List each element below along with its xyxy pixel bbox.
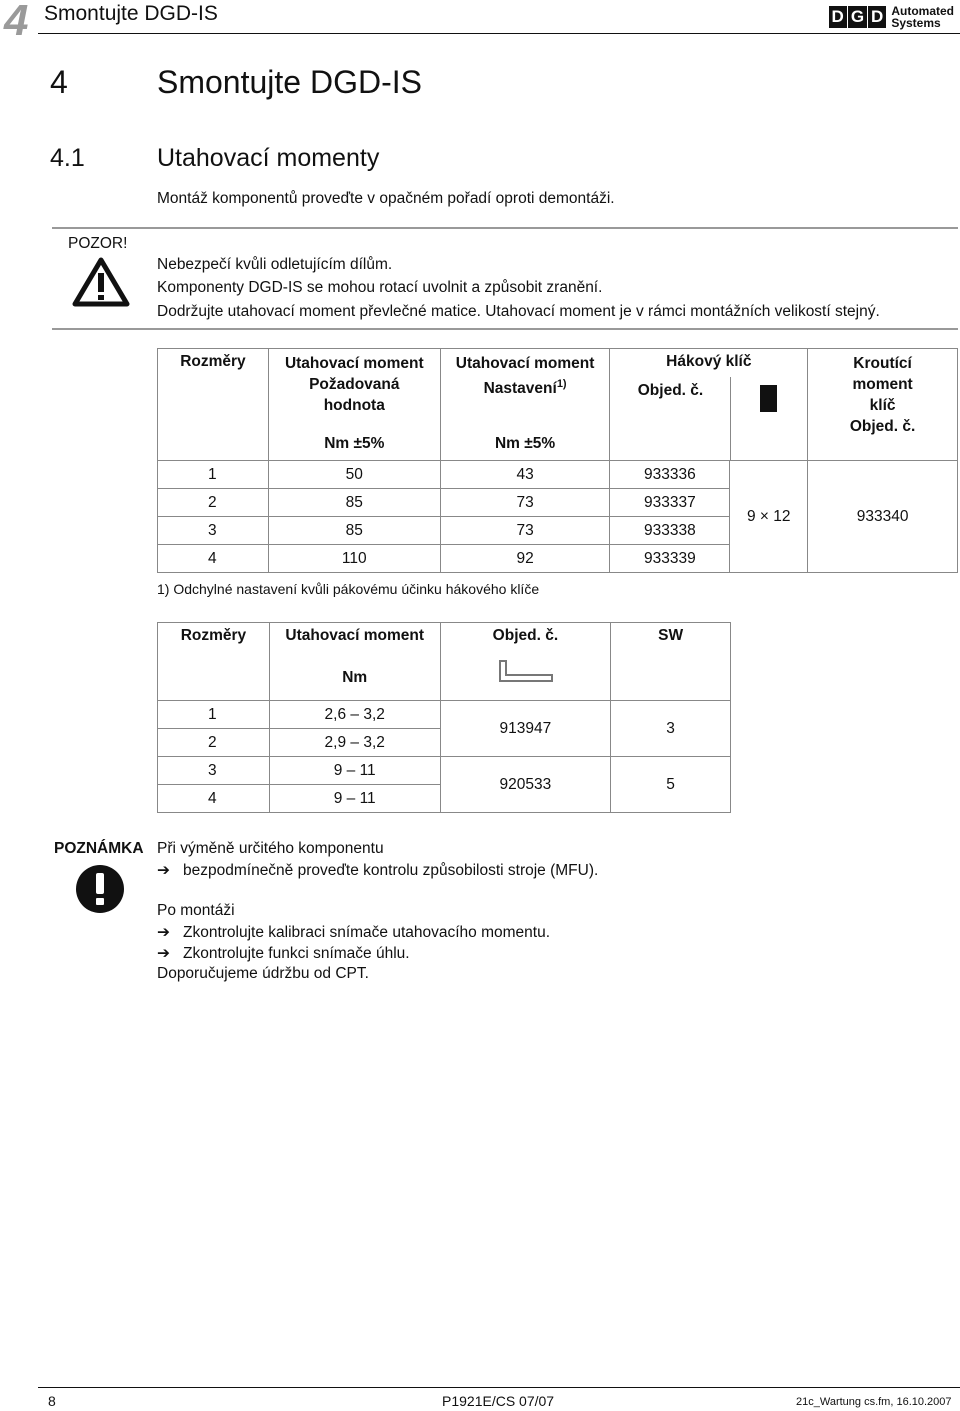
logo-letter: G [848,6,867,28]
warning-rule-top [52,227,958,229]
hex-key-icon [497,659,555,685]
warning-triangle-icon [72,257,130,307]
col-header-line: Utahovací moment [455,355,595,372]
warning-line: Dodržujte utahovací moment převlečné matice. Utahovací moment je v rámci montážních velikostí stejný. [157,303,880,320]
col-header-line: Hákový klíč [666,353,752,370]
subsection-heading [50,144,380,173]
cell-size: 4 [158,545,269,573]
table-footnote: 1) Odchylné nastavení kvůli pákovému účinku hákového klíče [157,581,540,597]
cell-torque: 9 – 11 [269,757,440,785]
note-bullet [157,923,550,942]
arrow-right-icon: ➔ [157,862,170,879]
logo-letter: D [829,6,847,28]
col-header-line: Objed. č. [492,627,559,644]
intro-text: Montáž komponentů proveďte v opačném pořadí oproti demontáži. [157,190,615,207]
logo-text-line2: Systems [891,16,941,30]
cell-required: 110 [268,545,440,573]
note-line: Po montáži [157,902,235,919]
cell-size: 3 [158,517,269,545]
screw-torque-table [157,622,731,813]
note-line: Při výměně určitého komponentu [157,840,384,857]
col-header-line: Utahovací moment [285,627,425,644]
file-info: 21c_Wartung cs.fm, 16.10.2007 [796,1396,952,1408]
col-header-sw: SW [611,623,731,701]
col-header-hook-wrench [610,349,808,461]
cell-order: 920533 [440,757,611,813]
logo-text-line1: Automated [891,4,954,18]
cell-wrench-size: 9 × 12 [730,461,808,573]
col-header-rozmery: Rozměry [158,623,270,701]
footnote-mark: 1) [556,378,567,390]
col-header-rozmery [158,349,269,461]
table-row [158,701,731,729]
col-header-order [440,623,611,701]
subsection-title: Utahovací momenty [157,144,380,172]
note-line: Doporučujeme údržbu od CPT. [157,965,369,982]
cell-required: 85 [268,489,440,517]
cell-size: 2 [158,489,269,517]
cell-torque: 9 – 11 [269,785,440,813]
arrow-right-icon: ➔ [157,924,170,941]
cell-size: 1 [158,701,270,729]
page-number: 8 [48,1393,56,1409]
col-header-line: Požadovaná [309,376,400,393]
col-header-unit: Nm [342,669,368,686]
col-header-unit: Nm ±5% [494,435,556,452]
chapter-number: 4 [4,0,29,45]
cell-size: 2 [158,729,270,757]
col-header-unit: Nm ±5% [324,435,385,452]
col-header-line: klíč [869,397,896,414]
section-heading [50,64,422,101]
cell-required: 50 [268,461,440,489]
cell-size: 4 [158,785,270,813]
cell-order: 933338 [610,517,730,545]
col-header-label: Rozměry [180,353,246,370]
cell-size: 3 [158,757,270,785]
warning-line: Komponenty DGD-IS se mohou rotací uvolnit a způsobit zranění. [157,279,603,296]
warning-line: Nebezpečí kvůli odletujícím dílům. [157,256,393,273]
cell-order: 933336 [610,461,730,489]
footer-rule [38,1387,960,1388]
exclamation-icon [75,864,125,914]
wrench-size-icon [760,385,777,412]
cell-required: 85 [268,517,440,545]
section-number: 4 [50,64,68,100]
note-bullet-text: Zkontrolujte funkci snímače úhlu. [183,945,410,962]
header-rule [38,33,960,34]
cell-setting: 73 [440,489,610,517]
table-row [158,461,958,489]
subsection-number: 4.1 [50,144,85,172]
cell-sw: 3 [611,701,731,757]
cell-torque-wrench-order: 933340 [808,461,958,573]
col-header-line: Utahovací moment [284,355,424,372]
section-title: Smontujte DGD-IS [157,64,422,100]
cell-order: 933339 [610,545,730,573]
logo-letter: D [868,6,886,28]
col-header-line: Nastavení [483,380,557,398]
document-id: P1921E/CS 07/07 [442,1393,555,1409]
col-header-required-torque [268,349,440,461]
torque-table [157,348,958,573]
cell-size: 1 [158,461,269,489]
arrow-right-icon: ➔ [157,945,170,962]
dgd-logo [829,4,954,30]
col-header-order: Objed. č. [637,382,704,399]
col-header-line: Objed. č. [849,418,916,435]
col-header-torque [269,623,440,701]
cell-setting: 92 [440,545,610,573]
note-bullet [157,944,410,963]
col-header-line: hodnota [323,397,385,414]
cell-torque: 2,6 – 3,2 [269,701,440,729]
col-header-torque-wrench [808,349,958,461]
col-header-line: moment [852,376,913,393]
note-label: POZNÁMKA [54,840,144,857]
cell-order: 913947 [440,701,611,757]
header-title: Smontujte DGD-IS [44,2,218,25]
cell-setting: 73 [440,517,610,545]
note-bullet-text: bezpodmínečně proveďte kontrolu způsobilosti stroje (MFU). [183,862,599,879]
warning-label: POZOR! [68,235,128,252]
cell-torque: 2,9 – 3,2 [269,729,440,757]
cell-setting: 43 [440,461,610,489]
table-row [158,757,731,785]
warning-rule-bottom [52,328,958,330]
col-header-line: Kroutící [853,355,912,372]
cell-order: 933337 [610,489,730,517]
cell-sw: 5 [611,757,731,813]
note-bullet [157,861,598,880]
col-header-setting-torque [440,349,610,461]
col-divider [730,377,731,461]
note-bullet-text: Zkontrolujte kalibraci snímače utahovacího momentu. [183,924,551,941]
